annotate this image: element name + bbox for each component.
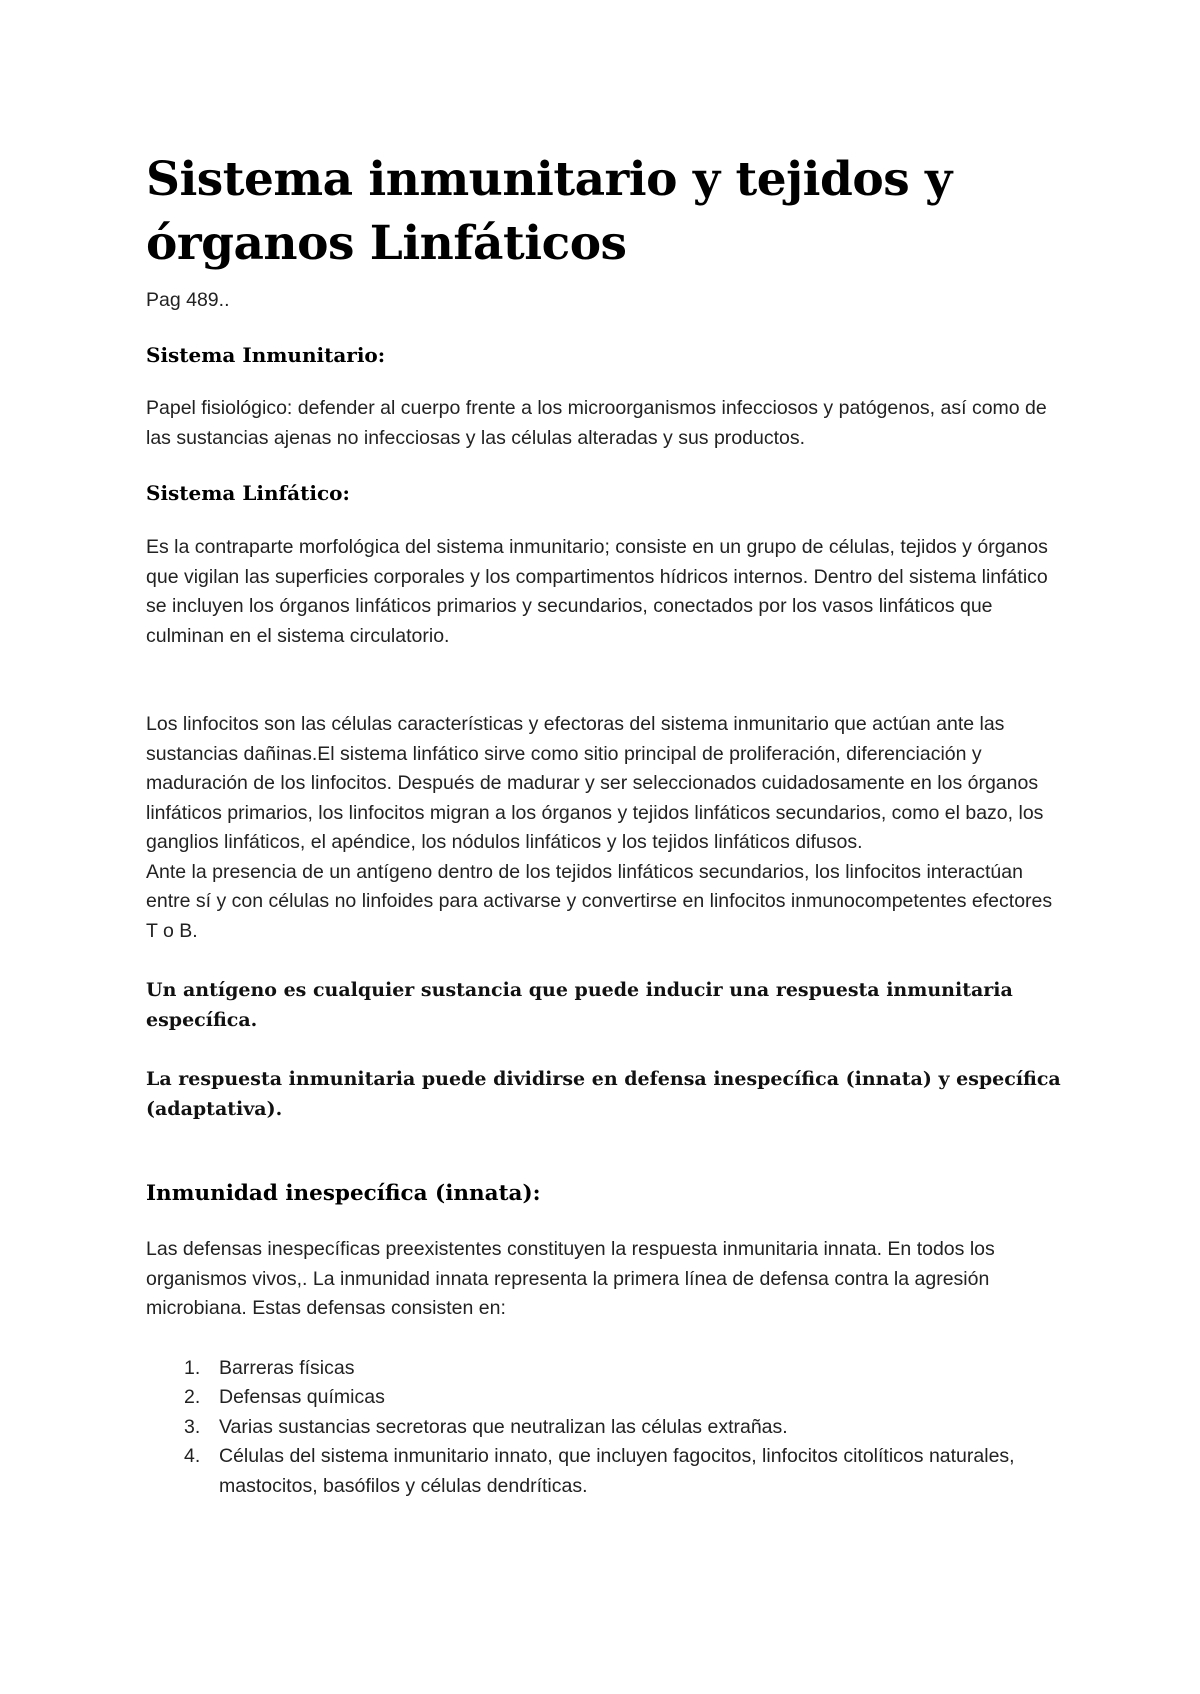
paragraph-defensas-inespecificas: Las defensas inespecíficas preexistentes constituyen la respuesta inmunitaria innata. En todos los organismos vivos,. La inmunidad innata representa la primera línea de defensa contra la agresión microbiana. Estas defensas consisten en: [146, 1238, 995, 1319]
paragraph-contraparte-morfologica: Es la contraparte morfológica del sistema inmunitario; consiste en un grupo de células, tejidos y órganos que vigilan las superficies corporales y los compartimentos hídricos internos. Dentro del sistema linfático se incluyen los órganos linfáticos primarios y secundarios, conectados por los vasos linfáticos que culminan en el sistema circulatorio. [146, 536, 1048, 647]
list-item-number: 1. [184, 1356, 201, 1379]
list-item-number: 4. [184, 1445, 201, 1467]
list-item [146, 1413, 1066, 1443]
list-item-text: Varias sustancias secretoras que neutralizan las células extrañas. [219, 1415, 788, 1438]
paragraph-antigeno-definicion: Un antígeno es cualquier sustancia que puede inducir una respuesta inmunitaria específica. [146, 979, 1013, 1031]
page-reference: Pag 489.. [146, 289, 230, 311]
paragraph-linfocitos: Los linfocitos son las células características y efectoras del sistema inmunitario que actúan ante las sustancias dañinas.El sistema linfático sirve como sitio principal de proliferación, diferenciación y maduración de los linfocitos. Después de madurar y ser seleccionados cuidadosamente en los órganos linfáticos primarios, los linfocitos migran a los órganos y tejidos linfáticos secundarios, como el bazo, los ganglios linfáticos, el apéndice, los nódulos linfáticos y los tejidos linfáticos difusos. [146, 713, 1044, 853]
document-page [146, 148, 1066, 1501]
document-title: Sistema inmunitario y tejidos y órganos Linfáticos [146, 152, 952, 271]
list-item-text: Barreras físicas [219, 1356, 355, 1379]
heading-inmunidad-innata: Inmunidad inespecífica (innata): [146, 1181, 541, 1206]
paragraph-respuesta-inmunitaria: La respuesta inmunitaria puede dividirse en defensa inespecífica (innata) y específica (adaptativa). [146, 1068, 1061, 1120]
heading-sistema-linfatico: Sistema Linfático: [146, 481, 350, 505]
list-item [146, 1354, 1066, 1384]
list-item-number: 3. [184, 1415, 201, 1438]
list-item-text: Defensas químicas [219, 1386, 385, 1408]
list-item-number: 2. [184, 1386, 201, 1408]
list-item [146, 1442, 1066, 1501]
paragraph-antigeno-presencia: Ante la presencia de un antígeno dentro de los tejidos linfáticos secundarios, los linfocitos interactúan entre sí y con células no linfoides para activarse y convertirse en linfocitos inmunocompetentes efectores T o B. [146, 860, 1053, 942]
list-item [146, 1383, 1066, 1413]
defense-list [146, 1354, 1066, 1502]
heading-sistema-inmunitario: Sistema Inmunitario: [146, 343, 386, 367]
paragraph-papel-fisiologico: Papel fisiológico: defender al cuerpo frente a los microorganismos infecciosos y patógenos, así como de las sustancias ajenas no infecciosas y las células alteradas y sus productos. [146, 397, 1047, 449]
list-item-text: Células del sistema inmunitario innato, que incluyen fagocitos, linfocitos citolíticos naturales, mastocitos, basófilos y células dendríticas. [219, 1445, 1015, 1497]
